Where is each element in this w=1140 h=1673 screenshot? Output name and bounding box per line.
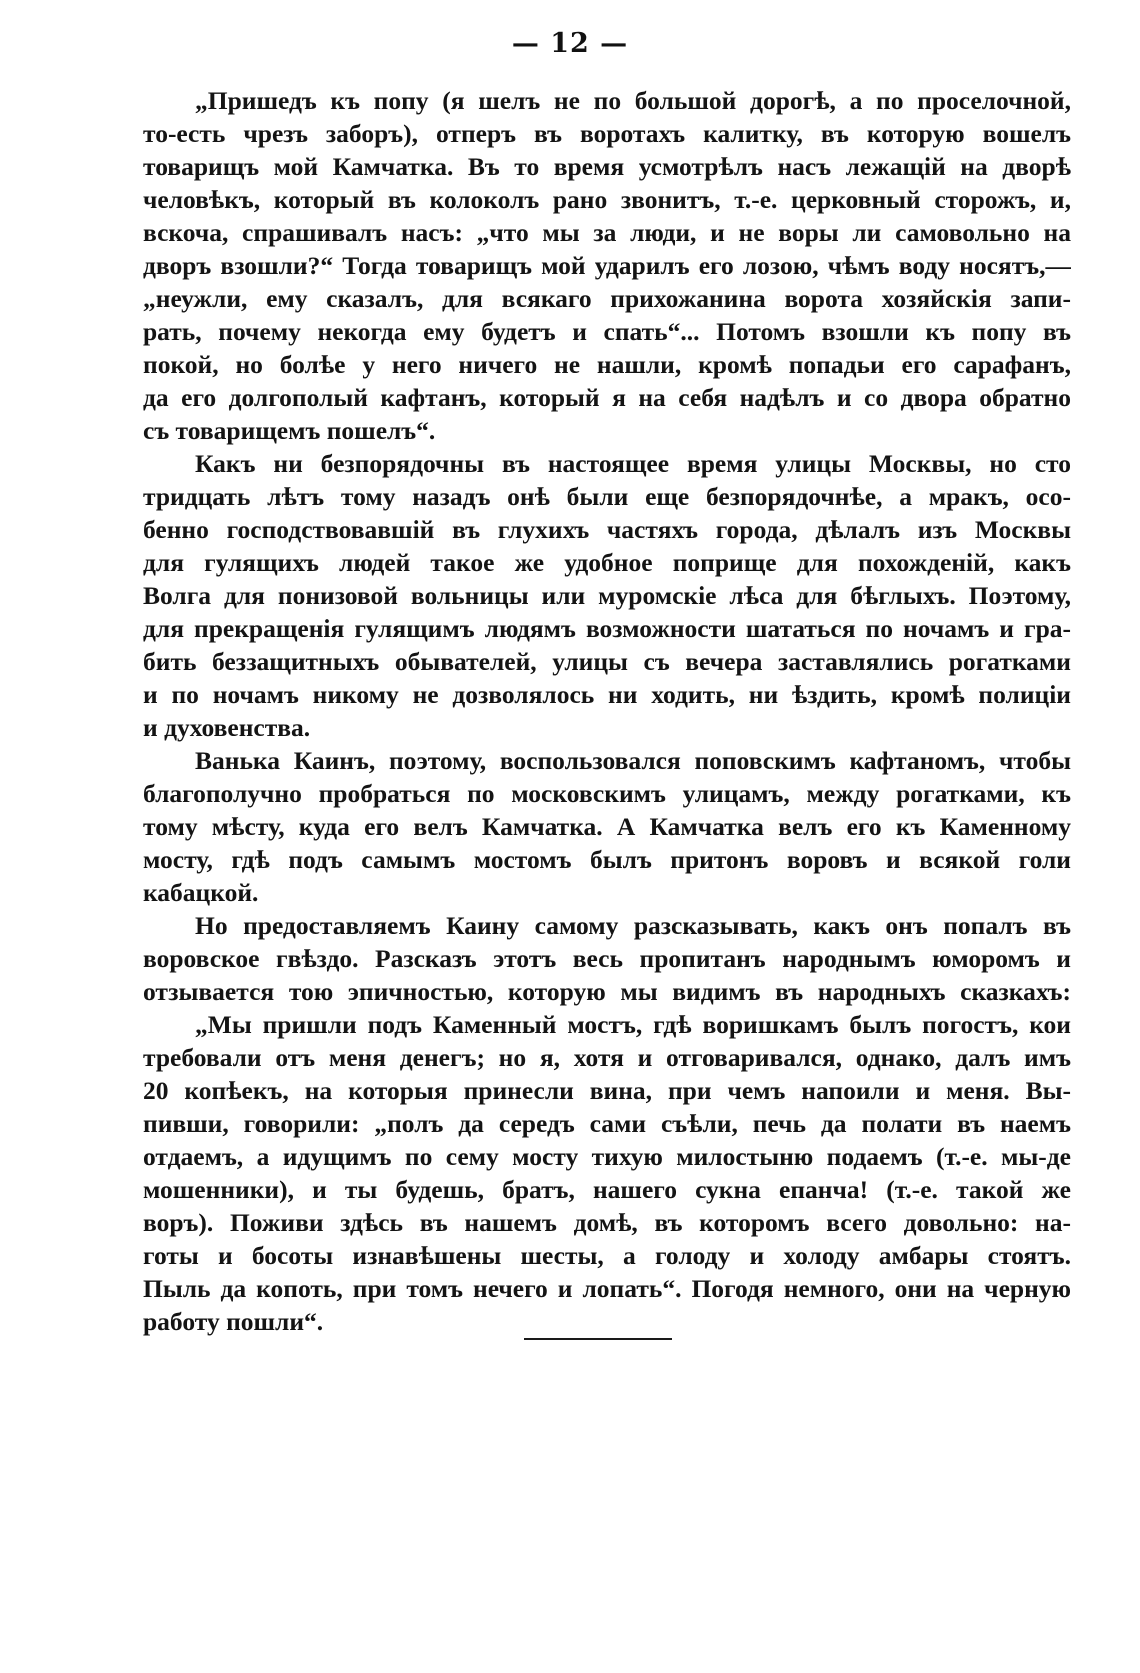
body-text: [143, 84, 1071, 1338]
text-line: воръ). Поживи здѣсь въ нашемъ домѣ, въ которомъ всего довольно: на-: [143, 1208, 1071, 1237]
text-line: вскоча, спрашивалъ насъ: „что мы за люди, и не воры ли самовольно на: [143, 218, 1071, 247]
text-line: тридцать лѣтъ тому назадъ онѣ были еще безпорядочнѣе, а мракъ, осо-: [143, 482, 1071, 511]
text-line: Ванька Каинъ, поэтому, воспользовался поповскимъ кафтаномъ, чтобы: [195, 746, 1071, 775]
text-line: рать, почему некогда ему будетъ и спать“... Потомъ взошли къ попу въ: [143, 317, 1071, 346]
text-line: благополучно пробраться по московскимъ улицамъ, между рогатками, къ: [143, 779, 1071, 808]
text-line: то-есть чрезъ заборъ), отперъ въ воротахъ калитку, въ которую вошелъ: [143, 119, 1071, 148]
page-number: — 12 —: [511, 28, 629, 59]
text-line: товарищъ мой Камчатка. Въ то время усмотрѣлъ насъ лежащій на дворѣ: [143, 152, 1071, 181]
text-line: Волга для понизовой вольницы или муромскіе лѣса для бѣглыхъ. Поэтому,: [143, 581, 1071, 610]
text-line: готы и босоты изнавѣшены шесты, а голоду и холоду амбары стоятъ.: [143, 1241, 1071, 1270]
text-line: воровское гвѣздо. Разсказъ этотъ весь пропитанъ народнымъ юморомъ и: [143, 944, 1071, 973]
text-line: „неужли, ему сказалъ, для всякаго прихожанина ворота хозяйскія запи-: [143, 284, 1071, 313]
text-line: и духовенства.: [143, 713, 311, 742]
text-line: Пыль да копоть, при томъ нечего и лопать“. Погодя немного, они на черную: [143, 1274, 1071, 1303]
end-rule: [524, 1338, 672, 1340]
text-line: работу пошли“.: [143, 1307, 324, 1336]
text-line: требовали отъ меня денегъ; но я, хотя и отговаривался, однако, далъ имъ: [143, 1043, 1071, 1072]
text-line: пивши, говорили: „полъ да середъ сами съѣли, печь да полати въ наемъ: [143, 1109, 1071, 1138]
text-line: дворъ взошли?“ Тогда товарищъ мой ударилъ его лозою, чѣмъ воду носятъ,—: [143, 251, 1071, 280]
text-line: мошенники), и ты будешь, братъ, нашего сукна епанча! (т.-е. такой же: [143, 1175, 1071, 1204]
text-line: для прекращенія гулящимъ людямъ возможности шататься по ночамъ и гра-: [143, 614, 1071, 643]
text-line: мосту, гдѣ подъ самымъ мостомъ былъ притонъ воровъ и всякой голи: [143, 845, 1071, 874]
text-line: отзывается тою эпичностью, которую мы видимъ въ народныхъ сказкахъ:: [143, 977, 1071, 1006]
text-line: и по ночамъ никому не дозволялось ни ходить, ни ѣздить, кромѣ полиціи: [143, 680, 1071, 709]
text-line: Но предоставляемъ Каину самому разсказывать, какъ онъ попалъ въ: [195, 911, 1071, 940]
text-line: да его долгополый кафтанъ, который я на себя надѣлъ и со двора обратно: [143, 383, 1071, 412]
text-line: кабацкой.: [143, 878, 259, 907]
text-line: покой, но болѣе у него ничего не нашли, кромѣ попадьи его сарафанъ,: [143, 350, 1071, 379]
text-line: отдаемъ, а идущимъ по сему мосту тихую милостыню подаемъ (т.-е. мы-де: [143, 1142, 1071, 1171]
text-line: „Мы пришли подъ Каменный мостъ, гдѣ воришкамъ былъ погостъ, кои: [195, 1010, 1071, 1039]
text-line: человѣкъ, который въ колоколъ рано звонитъ, т.-е. церковный сторожъ, и,: [143, 185, 1071, 214]
text-line: бить беззащитныхъ обывателей, улицы съ вечера заставлялись рогатками: [143, 647, 1071, 676]
text-line: для гулящихъ людей такое же удобное поприще для похожденій, какъ: [143, 548, 1071, 577]
text-line: 20 копѣекъ, на которыя принесли вина, при чемъ напоили и меня. Вы-: [143, 1076, 1071, 1105]
text-line: „Пришедъ къ попу (я шелъ не по большой дорогѣ, а по проселочной,: [195, 86, 1071, 115]
text-line: бенно господствовавшій въ глухихъ частяхъ города, дѣлалъ изъ Москвы: [143, 515, 1071, 544]
text-line: Какъ ни безпорядочны въ настоящее время улицы Москвы, но сто: [195, 449, 1071, 478]
text-line: тому мѣсту, куда его велъ Камчатка. А Камчатка велъ его къ Каменному: [143, 812, 1071, 841]
text-line: съ товарищемъ пошелъ“.: [143, 416, 436, 445]
